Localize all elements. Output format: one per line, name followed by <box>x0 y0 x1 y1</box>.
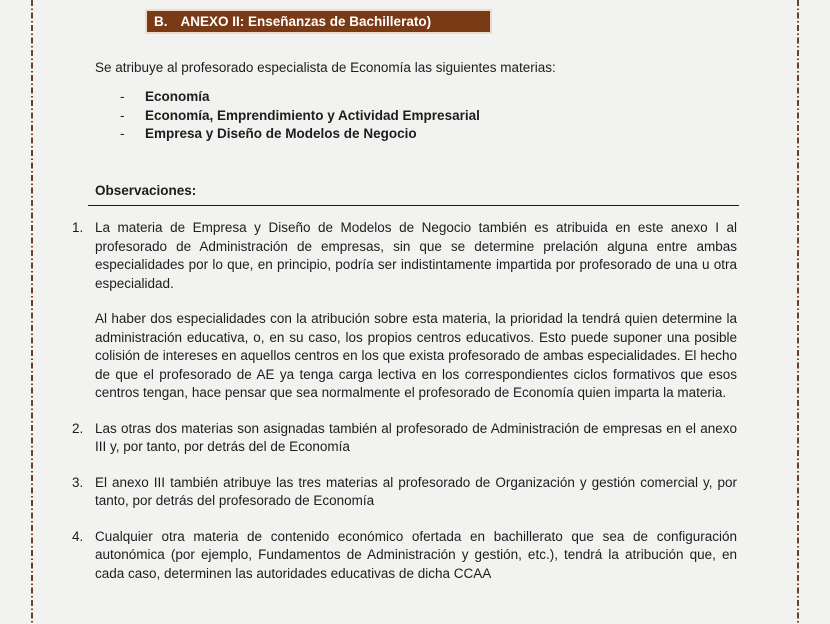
item-number: 3. <box>72 474 84 490</box>
subject-list <box>120 88 740 144</box>
paragraph: Cualquier otra materia de contenido económico ofertada en bachillerato que sea de configuración autonómica (por ejemplo, Fundamentos de Administración y gestión, etc.), tendrá la atribución que, en cada caso, determinen las autoridades educativas de dicha CCAA <box>95 528 737 581</box>
list-item <box>72 219 737 403</box>
list-item <box>72 474 737 511</box>
subject-label: Economía, Emprendimiento y Actividad Empresarial <box>145 107 480 123</box>
dash-bullet: - <box>120 89 125 104</box>
item-number: 1. <box>72 220 84 235</box>
subject-label: Empresa y Diseño de Modelos de Negocio <box>145 126 417 141</box>
item-number: 2. <box>72 420 84 436</box>
item-body <box>95 474 737 511</box>
paragraph: Las otras dos materias son asignadas también al profesorado de Administración de empresas en el anexo III y, por tanto, por detrás del de Economía <box>95 420 737 454</box>
intro-paragraph: Se atribuye al profesorado especialista de Economía las siguientes materias: <box>95 60 556 75</box>
paragraph: El anexo III también atribuye las tres materias al profesorado de Organización y gestión comercial y, por tanto, por detrás del profesorado de Economía <box>95 474 737 508</box>
list-item <box>120 125 740 144</box>
list-item <box>72 528 737 584</box>
list-item <box>120 88 740 107</box>
paragraph: Al haber dos especialidades con la atribución sobre esta materia, la prioridad la tendrá quien determine la administración educativa, o, en su caso, los propios centros educativos. Esto puede suponer una posible colisión de intereses en aquellos centros en los que exista profesorado de ambas especialidades. El hecho de que el profesorado de AE ya tenga carga lectiva en los correspondientes ciclos formativos que esos centros tengan, hace pensar que sea normalmente el profesorado de Economía quien imparta la materia. <box>95 311 737 400</box>
left-margin-guide-line <box>31 0 33 624</box>
item-body <box>95 420 737 457</box>
section-title-bar <box>145 9 492 34</box>
observations-heading: Observaciones: <box>88 182 739 206</box>
subject-label: Economía <box>145 89 210 104</box>
item-number: 4. <box>72 528 84 544</box>
list-item <box>72 420 737 457</box>
dash-bullet: - <box>120 126 125 141</box>
section-title: ANEXO II: Enseñanzas de Bachillerato) <box>180 14 432 29</box>
dash-bullet: - <box>120 107 125 123</box>
item-body <box>95 219 737 403</box>
section-letter: B. <box>154 14 168 29</box>
item-body <box>95 528 737 584</box>
observations-list <box>72 219 737 583</box>
paragraph: La materia de Empresa y Diseño de Modelos de Negocio también es atribuida en este anexo I al profesorado de Administración de empresas, sin que se determine prelación alguna entre ambas especialidades por lo que, en principio, podría ser indistintamente impartida por profesorado de una u otra especialidad. <box>95 220 737 291</box>
right-margin-guide-line <box>797 0 799 624</box>
list-item <box>120 107 740 126</box>
